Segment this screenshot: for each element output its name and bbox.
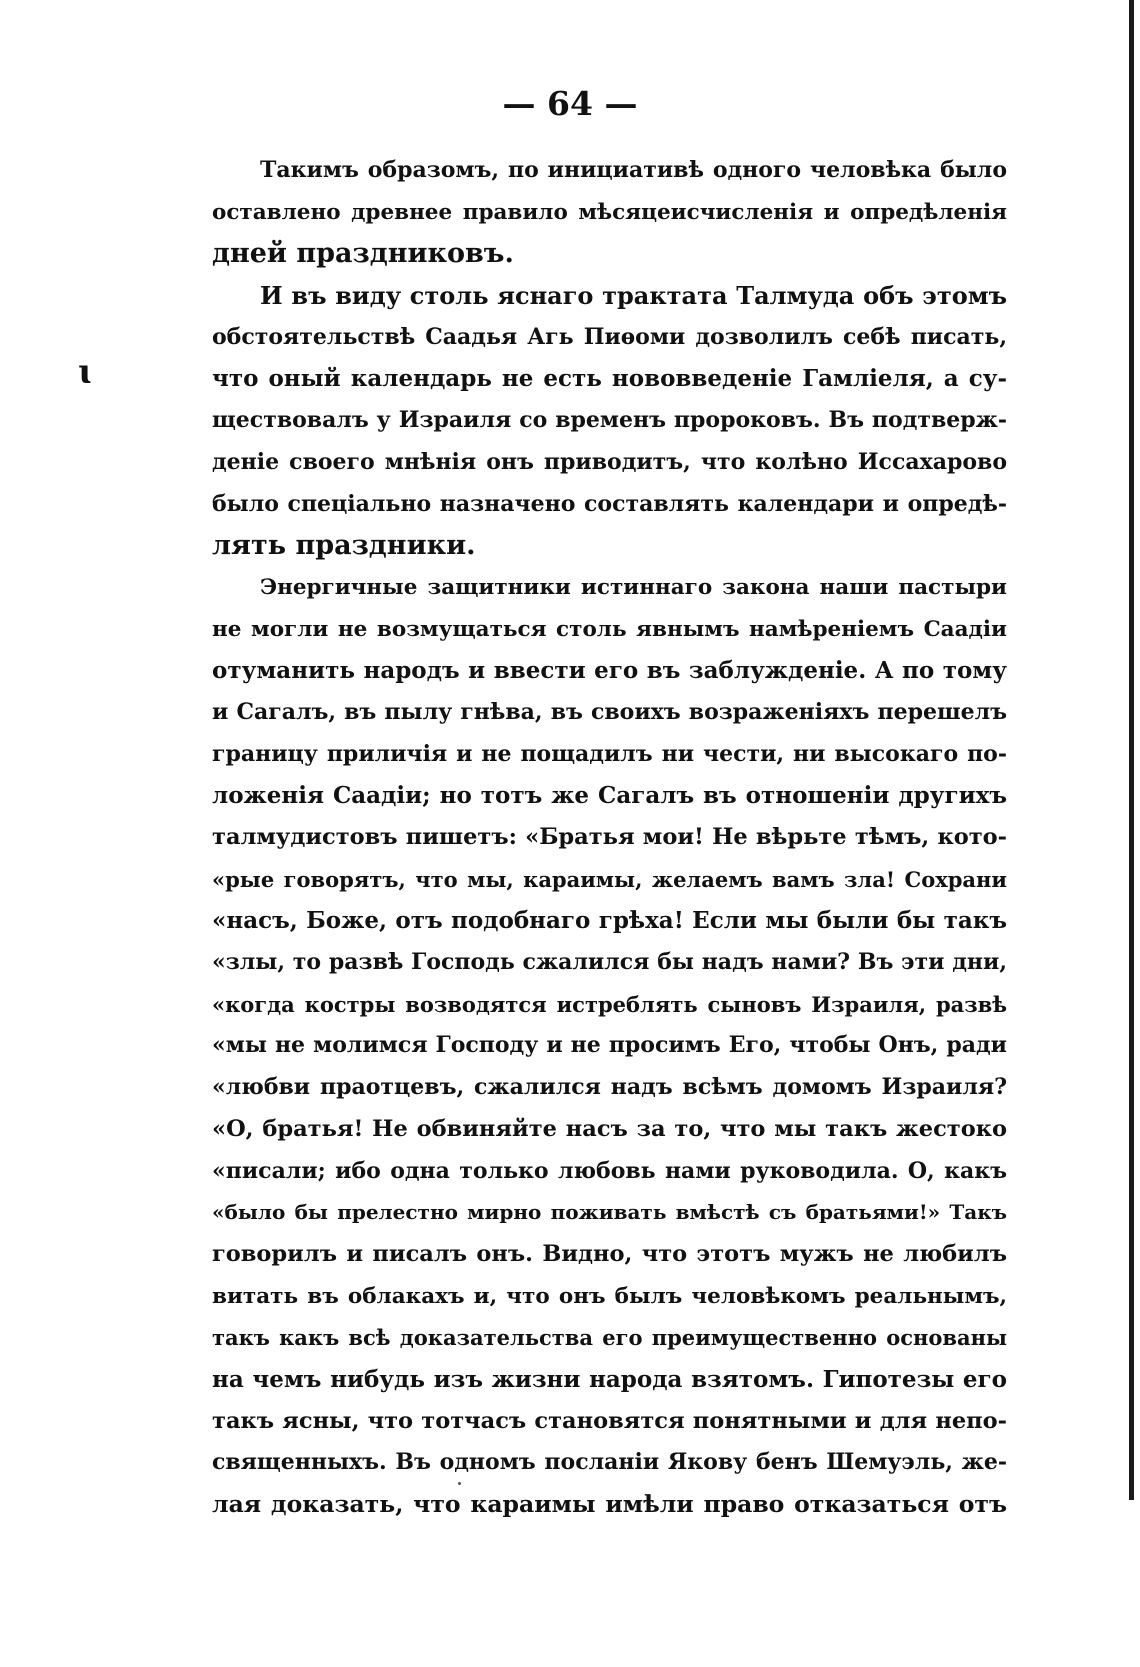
text-line: Такимъ образомъ, по инициативѣ одного человѣка было [260, 157, 1007, 183]
text-line: «было бы прелестно мирно поживать вмѣстѣ съ братьями!» Такъ [212, 1200, 1007, 1225]
text-line: что оный календарь не есть нововведеніе Гамліеля, а су- [212, 365, 1007, 393]
text-line: «О, братья! Не обвиняйте насъ за то, что мы такъ жестоко [212, 1115, 1007, 1142]
text-line: дней праздниковъ. [212, 238, 514, 270]
page-edge-line [1129, 0, 1134, 1500]
text-line: «рые говорятъ, что мы, караимы, желаемъ вамъ зла! Сохрани [212, 866, 1007, 892]
text-line: «насъ, Боже, отъ подобнаго грѣха! Если мы были бы такъ [212, 907, 1007, 935]
text-line: деніе своего мнѣнія онъ приводитъ, что колѣно Иссахарово [212, 448, 1007, 475]
text-line: «мы не молимся Господу и не просимъ Его, чтобы Онъ, ради [212, 1032, 1007, 1059]
body-text [212, 150, 1007, 1526]
margin-mark: ɩ [78, 352, 91, 392]
text-line: ложенія Саадіи; но тотъ же Сагалъ въ отношеніи другихъ [212, 782, 1007, 810]
text-line: ществовалъ у Израиля со временъ пророковъ. Въ подтверж- [212, 407, 1007, 434]
text-line: «любви праотцевъ, сжалился надъ всѣмъ домомъ Израиля? [212, 1074, 1007, 1101]
text-line: и Сагалъ, въ пылу гнѣва, въ своихъ возраженіяхъ перешелъ [212, 698, 1007, 725]
text-line: было спеціально назначено составлять календари и опредѣ- [212, 490, 1007, 517]
text-line: священныхъ. Въ одномъ посланіи Якову бенъ Шемуэль, же- [212, 1449, 1007, 1476]
text-line: «когда костры возводятся истреблять сыновъ Израиля, развѣ [212, 991, 1007, 1017]
text-line: талмудистовъ пишетъ: «Братья мои! Не вѣрьте тѣмъ, кото- [212, 824, 1007, 850]
text-line: Энергичные защитники истиннаго закона наши пастыри [260, 574, 1007, 600]
text-line: И въ виду столь яснаго трактата Талмуда объ этомъ [260, 281, 1007, 311]
text-line: лая доказать, что караимы имѣли право отказаться отъ [212, 1490, 1007, 1518]
text-line: отуманить народъ и ввести его въ заблужденіе. А по тому [212, 657, 1007, 685]
text-line: говорилъ и писалъ онъ. Видно, что этотъ мужъ не любилъ [212, 1240, 1007, 1267]
text-line: такъ какъ всѣ доказательства его преимущественно основаны [212, 1325, 1007, 1351]
text-line: такъ ясны, что тотчасъ становятся понятными и для непо- [212, 1407, 1007, 1434]
text-line: витать въ облакахъ и, что онъ былъ человѣкомъ реальнымъ, [212, 1283, 1007, 1309]
paper-speck [458, 1482, 461, 1485]
page-number: — 64 — [502, 84, 638, 123]
text-line: оставлено древнее правило мѣсяцеисчисленія и опредѣленія [212, 199, 1007, 225]
text-line: «писали; ибо одна только любовь нами руководила. О, какъ [212, 1157, 1007, 1184]
text-line: «злы, то развѣ Господь сжалился бы надъ нами? Въ эти дни, [212, 949, 1007, 976]
text-line: лять праздники. [212, 530, 476, 562]
text-line: не могли не возмущаться столь явнымъ намѣреніемъ Саадіи [212, 616, 1007, 642]
text-line: обстоятельствѣ Саадья Агь Пиѳоми дозволилъ себѣ писать, [212, 323, 1007, 350]
text-line: на чемъ нибудь изъ жизни народа взятомъ. Гипотезы его [212, 1365, 1007, 1393]
text-line: границу приличія и не пощадилъ ни чести, ни высокаго по- [212, 740, 1007, 767]
